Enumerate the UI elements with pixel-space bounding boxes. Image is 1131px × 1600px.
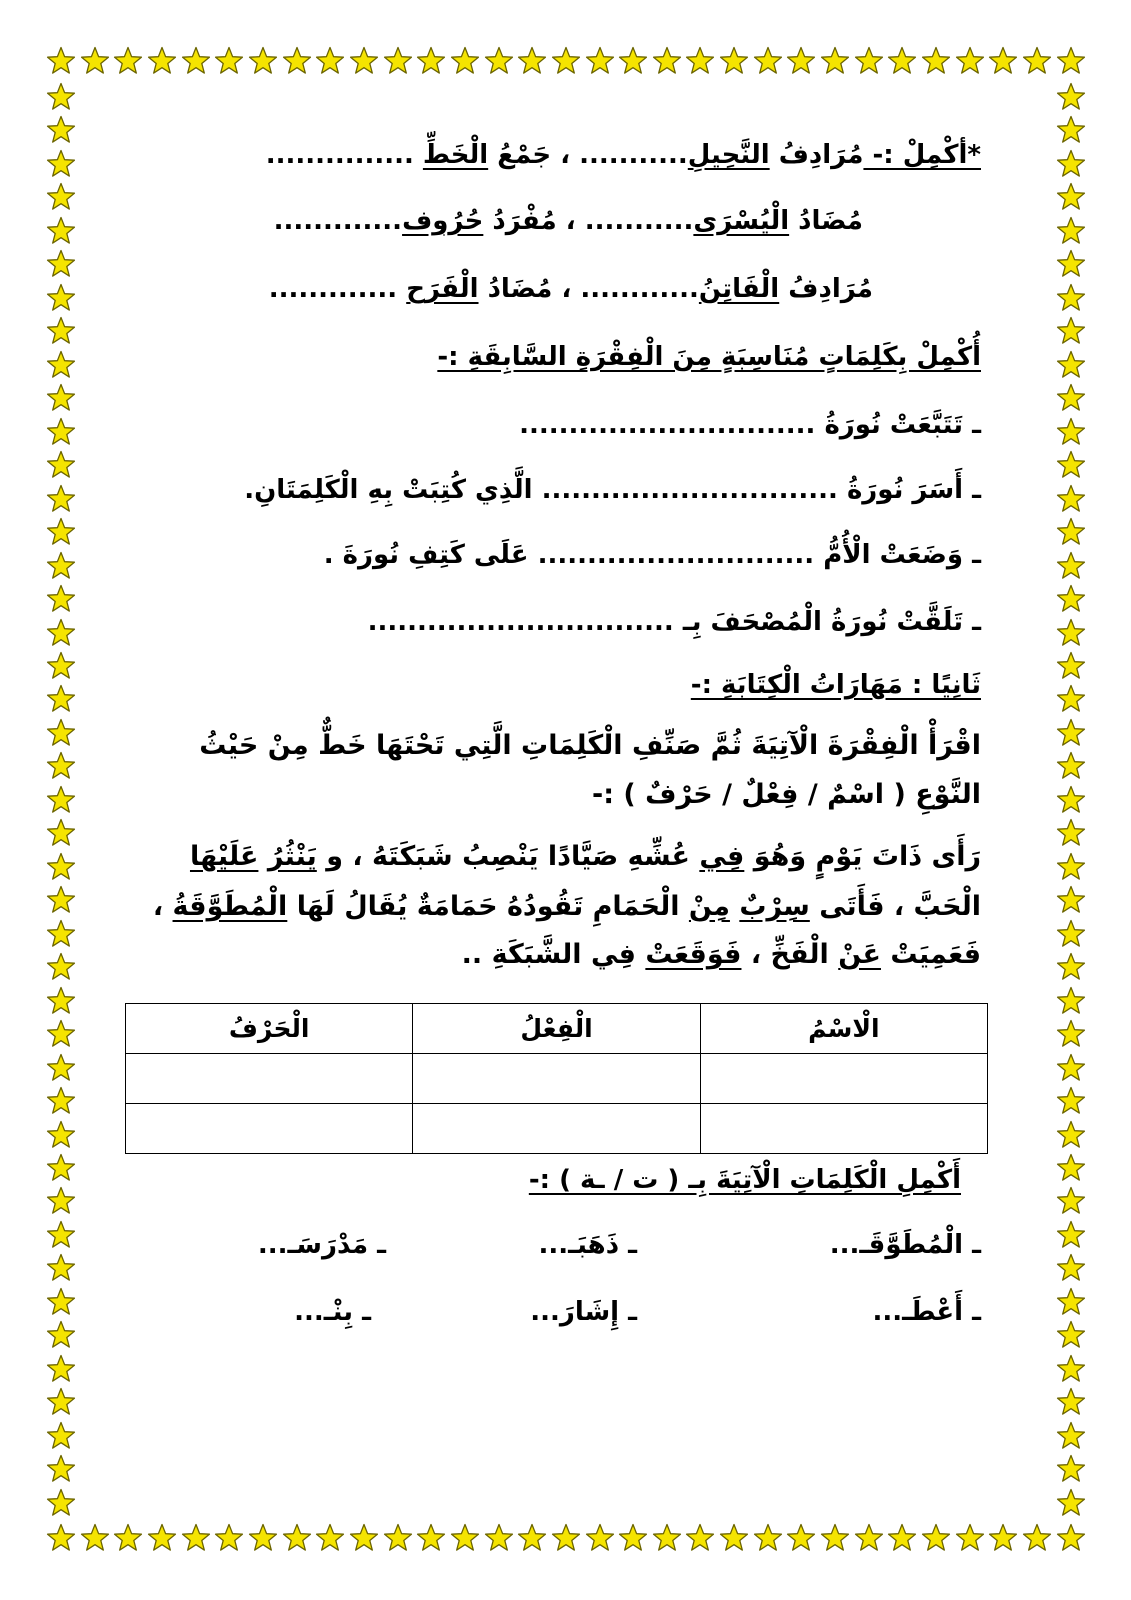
star-icon — [46, 149, 76, 179]
underlined-word: يَنْثُرُ — [267, 841, 317, 872]
star-icon — [1056, 1320, 1086, 1350]
star-icon — [46, 986, 76, 1016]
star-icon — [46, 182, 76, 212]
star-icon — [1056, 919, 1086, 949]
exercise4-word-4: ـ أَعْطَـ... — [872, 1297, 981, 1327]
star-icon — [1056, 417, 1086, 447]
star-icon — [46, 316, 76, 346]
table-header-particle: الْحَرْفُ — [126, 1004, 413, 1054]
star-icon — [1056, 182, 1086, 212]
star-icon — [1056, 718, 1086, 748]
star-icon — [46, 1120, 76, 1150]
star-icon — [551, 46, 581, 76]
star-icon — [685, 1523, 715, 1553]
star-icon — [618, 46, 648, 76]
star-icon — [416, 1523, 446, 1553]
star-icon — [46, 1186, 76, 1216]
star-icon — [517, 46, 547, 76]
star-icon — [80, 46, 110, 76]
paragraph-line-2: الْحَبَّ ، فَأَتَى سِرْبٌ مِنْ الْحَمَامِ تَقُودُهُ حَمَامَةٌ يُقَالُ لَهَا الْمُطَوَّقَةُ ، — [152, 891, 981, 922]
table-cell[interactable] — [700, 1054, 987, 1104]
target-word: الْفَاتِنُ — [698, 274, 780, 304]
star-icon — [1056, 1253, 1086, 1283]
star-icon — [46, 952, 76, 982]
star-icon — [1056, 1053, 1086, 1083]
star-icon — [652, 1523, 682, 1553]
star-icon — [113, 46, 143, 76]
star-icon — [1056, 46, 1086, 76]
star-icon — [349, 1523, 379, 1553]
writing-skills-heading: ثَانِيًا : مَهَارَاتُ الْكِتَابَةِ :- — [690, 670, 981, 700]
star-icon — [46, 417, 76, 447]
star-icon — [46, 718, 76, 748]
star-icon — [921, 46, 951, 76]
star-icon — [46, 216, 76, 246]
star-icon — [1056, 149, 1086, 179]
underlined-word: فِي — [699, 841, 745, 872]
star-icon — [854, 46, 884, 76]
star-icon — [1056, 1287, 1086, 1317]
star-icon — [46, 1421, 76, 1451]
star-icon — [416, 46, 446, 76]
underlined-word: سِرْبٌ — [739, 891, 810, 922]
star-icon — [1056, 1153, 1086, 1183]
star-icon — [652, 46, 682, 76]
star-icon — [1022, 46, 1052, 76]
exercise4-word-2: ـ ذَهَبَـ... — [538, 1230, 637, 1260]
star-icon — [786, 46, 816, 76]
star-icon — [46, 684, 76, 714]
underlined-word: عَلَيْهَا — [189, 841, 259, 872]
star-icon — [887, 46, 917, 76]
star-icon — [1056, 1354, 1086, 1384]
star-icon — [349, 46, 379, 76]
star-icon — [46, 651, 76, 681]
star-icon — [1056, 818, 1086, 848]
star-icon — [147, 1523, 177, 1553]
star-icon — [46, 1354, 76, 1384]
star-icon — [282, 1523, 312, 1553]
star-icon — [921, 1523, 951, 1553]
star-icon — [1056, 383, 1086, 413]
star-border-left — [46, 82, 76, 1518]
star-icon — [46, 383, 76, 413]
star-icon — [1056, 1220, 1086, 1250]
exercise2-item-3: ـ وَضَعَتْ الْأُمُّ ............................ عَلَى كَتِفِ نُورَةَ . — [323, 540, 981, 570]
underlined-word: الْمُطَوَّقَةُ — [172, 891, 288, 922]
star-icon — [1056, 283, 1086, 313]
star-icon — [1056, 584, 1086, 614]
star-icon — [585, 1523, 615, 1553]
star-icon — [854, 1523, 884, 1553]
star-icon — [248, 46, 278, 76]
exercise4-word-1: ـ الْمُطَوَّقَـ... — [829, 1230, 981, 1260]
target-word: الْيُسْرَى — [693, 206, 790, 236]
star-border-top — [46, 46, 1086, 76]
star-icon — [1022, 1523, 1052, 1553]
star-icon — [1056, 551, 1086, 581]
star-icon — [1056, 1019, 1086, 1049]
star-icon — [248, 1523, 278, 1553]
star-icon — [1056, 986, 1086, 1016]
star-icon — [46, 584, 76, 614]
star-icon — [1056, 316, 1086, 346]
star-icon — [1056, 115, 1086, 145]
star-icon — [315, 46, 345, 76]
star-icon — [887, 1523, 917, 1553]
star-icon — [46, 1454, 76, 1484]
table-cell[interactable] — [413, 1104, 700, 1154]
star-icon — [46, 350, 76, 380]
star-icon — [1056, 952, 1086, 982]
paragraph-line-3: فَعَمِيَتْ عَنْ الْفَخِّ ، فَوَقَعَتْ فِي الشَّبَكَةِ .. — [461, 939, 981, 970]
exercise4-word-5: ـ إِشَارَ... — [530, 1297, 637, 1327]
star-icon — [46, 919, 76, 949]
exercise2-heading: أُكْمِلْ بِكَلِمَاتٍ مُنَاسِبَةٍ مِنَ الْفِقْرَةِ السَّابِقَةِ :- — [437, 342, 981, 372]
star-icon — [46, 885, 76, 915]
star-icon — [1056, 785, 1086, 815]
instruction-line-2: النَّوْعِ ( اسْمٌ / فِعْلٌ / حَرْفٌ ) :- — [591, 779, 981, 810]
star-icon — [484, 1523, 514, 1553]
star-icon — [383, 1523, 413, 1553]
star-icon — [1056, 1421, 1086, 1451]
star-icon — [181, 46, 211, 76]
star-icon — [1056, 1523, 1086, 1553]
exercise1-line2: مُضَادُ الْيُسْرَى........... ، مُفْرَدُ حُرُوف............. — [273, 206, 863, 236]
table-cell[interactable] — [413, 1054, 700, 1104]
star-icon — [685, 46, 715, 76]
star-icon — [46, 46, 76, 76]
star-icon — [113, 1523, 143, 1553]
target-word: الْخَطِّ — [422, 140, 489, 170]
star-border-bottom — [46, 1523, 1086, 1553]
star-icon — [753, 46, 783, 76]
star-icon — [955, 1523, 985, 1553]
star-icon — [1056, 651, 1086, 681]
star-icon — [820, 1523, 850, 1553]
star-icon — [820, 46, 850, 76]
star-icon — [46, 283, 76, 313]
star-icon — [46, 1523, 76, 1553]
star-icon — [955, 46, 985, 76]
exercise2-item-4: ـ تَلَقَّتْ نُورَةُ الْمُصْحَفَ بِـ ............................... — [367, 607, 981, 637]
star-icon — [46, 484, 76, 514]
star-icon — [181, 1523, 211, 1553]
star-icon — [1056, 1387, 1086, 1417]
star-icon — [988, 46, 1018, 76]
star-border-right — [1056, 82, 1086, 1518]
exercise4-word-3: ـ مَدْرَسَـ... — [257, 1230, 386, 1260]
star-icon — [147, 46, 177, 76]
star-icon — [214, 1523, 244, 1553]
star-icon — [1056, 1086, 1086, 1116]
star-icon — [1056, 1454, 1086, 1484]
star-icon — [585, 46, 615, 76]
table-header-verb: الْفِعْلُ — [413, 1004, 700, 1054]
star-icon — [46, 551, 76, 581]
star-icon — [1056, 82, 1086, 112]
table-cell[interactable] — [126, 1054, 413, 1104]
star-icon — [46, 1053, 76, 1083]
star-icon — [1056, 216, 1086, 246]
target-word: حُرُوف — [402, 206, 484, 236]
star-icon — [46, 1153, 76, 1183]
star-icon — [46, 1019, 76, 1049]
star-icon — [46, 517, 76, 547]
star-icon — [517, 1523, 547, 1553]
star-icon — [282, 46, 312, 76]
star-icon — [1056, 450, 1086, 480]
star-icon — [383, 46, 413, 76]
star-icon — [1056, 1488, 1086, 1518]
star-icon — [46, 1220, 76, 1250]
star-icon — [450, 46, 480, 76]
star-icon — [46, 1086, 76, 1116]
star-icon — [988, 1523, 1018, 1553]
star-icon — [1056, 751, 1086, 781]
star-icon — [1056, 618, 1086, 648]
star-icon — [1056, 1120, 1086, 1150]
exercise2-item-1: ـ تَتَبَّعَتْ نُورَةُ .............................. — [519, 410, 981, 440]
exercise4-word-6: ـ بِنْـ... — [294, 1297, 371, 1327]
star-icon — [46, 751, 76, 781]
paragraph-line-1: رَأَى ذَاتَ يَوْمٍ وَهُوَ فِي عُشِّهِ صَيَّادًا يَنْصِبُ شَبَكَتَهُ ، و يَنْثُرُ عَلَيْهَا — [189, 841, 981, 872]
star-icon — [46, 852, 76, 882]
target-word: الْفَرَح — [406, 274, 479, 304]
underlined-word: فَوَقَعَتْ — [645, 939, 742, 970]
table-header-noun: الْاسْمُ — [700, 1004, 987, 1054]
star-icon — [719, 1523, 749, 1553]
star-icon — [46, 818, 76, 848]
star-icon — [551, 1523, 581, 1553]
star-icon — [46, 1253, 76, 1283]
star-icon — [753, 1523, 783, 1553]
star-icon — [484, 46, 514, 76]
star-icon — [46, 1287, 76, 1317]
table-cell[interactable] — [700, 1104, 987, 1154]
star-icon — [46, 1488, 76, 1518]
star-icon — [1056, 684, 1086, 714]
star-icon — [1056, 517, 1086, 547]
star-icon — [46, 1320, 76, 1350]
table-cell[interactable] — [126, 1104, 413, 1154]
star-icon — [46, 785, 76, 815]
star-icon — [1056, 484, 1086, 514]
star-icon — [80, 1523, 110, 1553]
star-icon — [46, 450, 76, 480]
underlined-word: عَنْ — [838, 939, 881, 970]
underlined-word: مِنْ — [688, 891, 730, 922]
star-icon — [786, 1523, 816, 1553]
target-word: النَّحِيلِ — [687, 140, 770, 170]
exercise2-item-2: ـ أَسَرَ نُورَةُ .............................. الَّذِي كُتِبَتْ بِهِ الْكَلِمَتَانِ. — [244, 475, 981, 505]
star-icon — [618, 1523, 648, 1553]
star-icon — [1056, 1186, 1086, 1216]
star-icon — [1056, 885, 1086, 915]
exercise1-line1: *أكْمِلْ :- مُرَادِفُ النَّحِيلِ........... ، جَمْعُ الْخَطِّ ............... — [265, 140, 981, 170]
exercise1-line3: مُرَادِفُ الْفَاتِنُ............ ، مُضَادُ الْفَرَح ............. — [268, 274, 873, 304]
classification-table — [125, 1003, 988, 1154]
star-icon — [46, 249, 76, 279]
star-icon — [1056, 852, 1086, 882]
star-icon — [46, 82, 76, 112]
star-icon — [1056, 350, 1086, 380]
star-icon — [46, 1387, 76, 1417]
star-icon — [1056, 249, 1086, 279]
star-icon — [719, 46, 749, 76]
exercise4-heading: أَكْمِلِ الْكَلِمَاتِ الْآتِيَةَ بِـ ( ت / ـة ) :- — [528, 1165, 961, 1195]
exercise1-intro: *أكْمِلْ :- — [863, 140, 981, 170]
star-icon — [46, 115, 76, 145]
star-icon — [315, 1523, 345, 1553]
star-icon — [214, 46, 244, 76]
instruction-line-1: اقْرَأْ الْفِقْرَةَ الْآتِيَةَ ثُمَّ صَنِّفِ الْكَلِمَاتِ الَّتِي تَحْتَهَا خَطٌّ مِنْ حَيْثُ — [199, 730, 981, 761]
star-icon — [46, 618, 76, 648]
star-icon — [450, 1523, 480, 1553]
